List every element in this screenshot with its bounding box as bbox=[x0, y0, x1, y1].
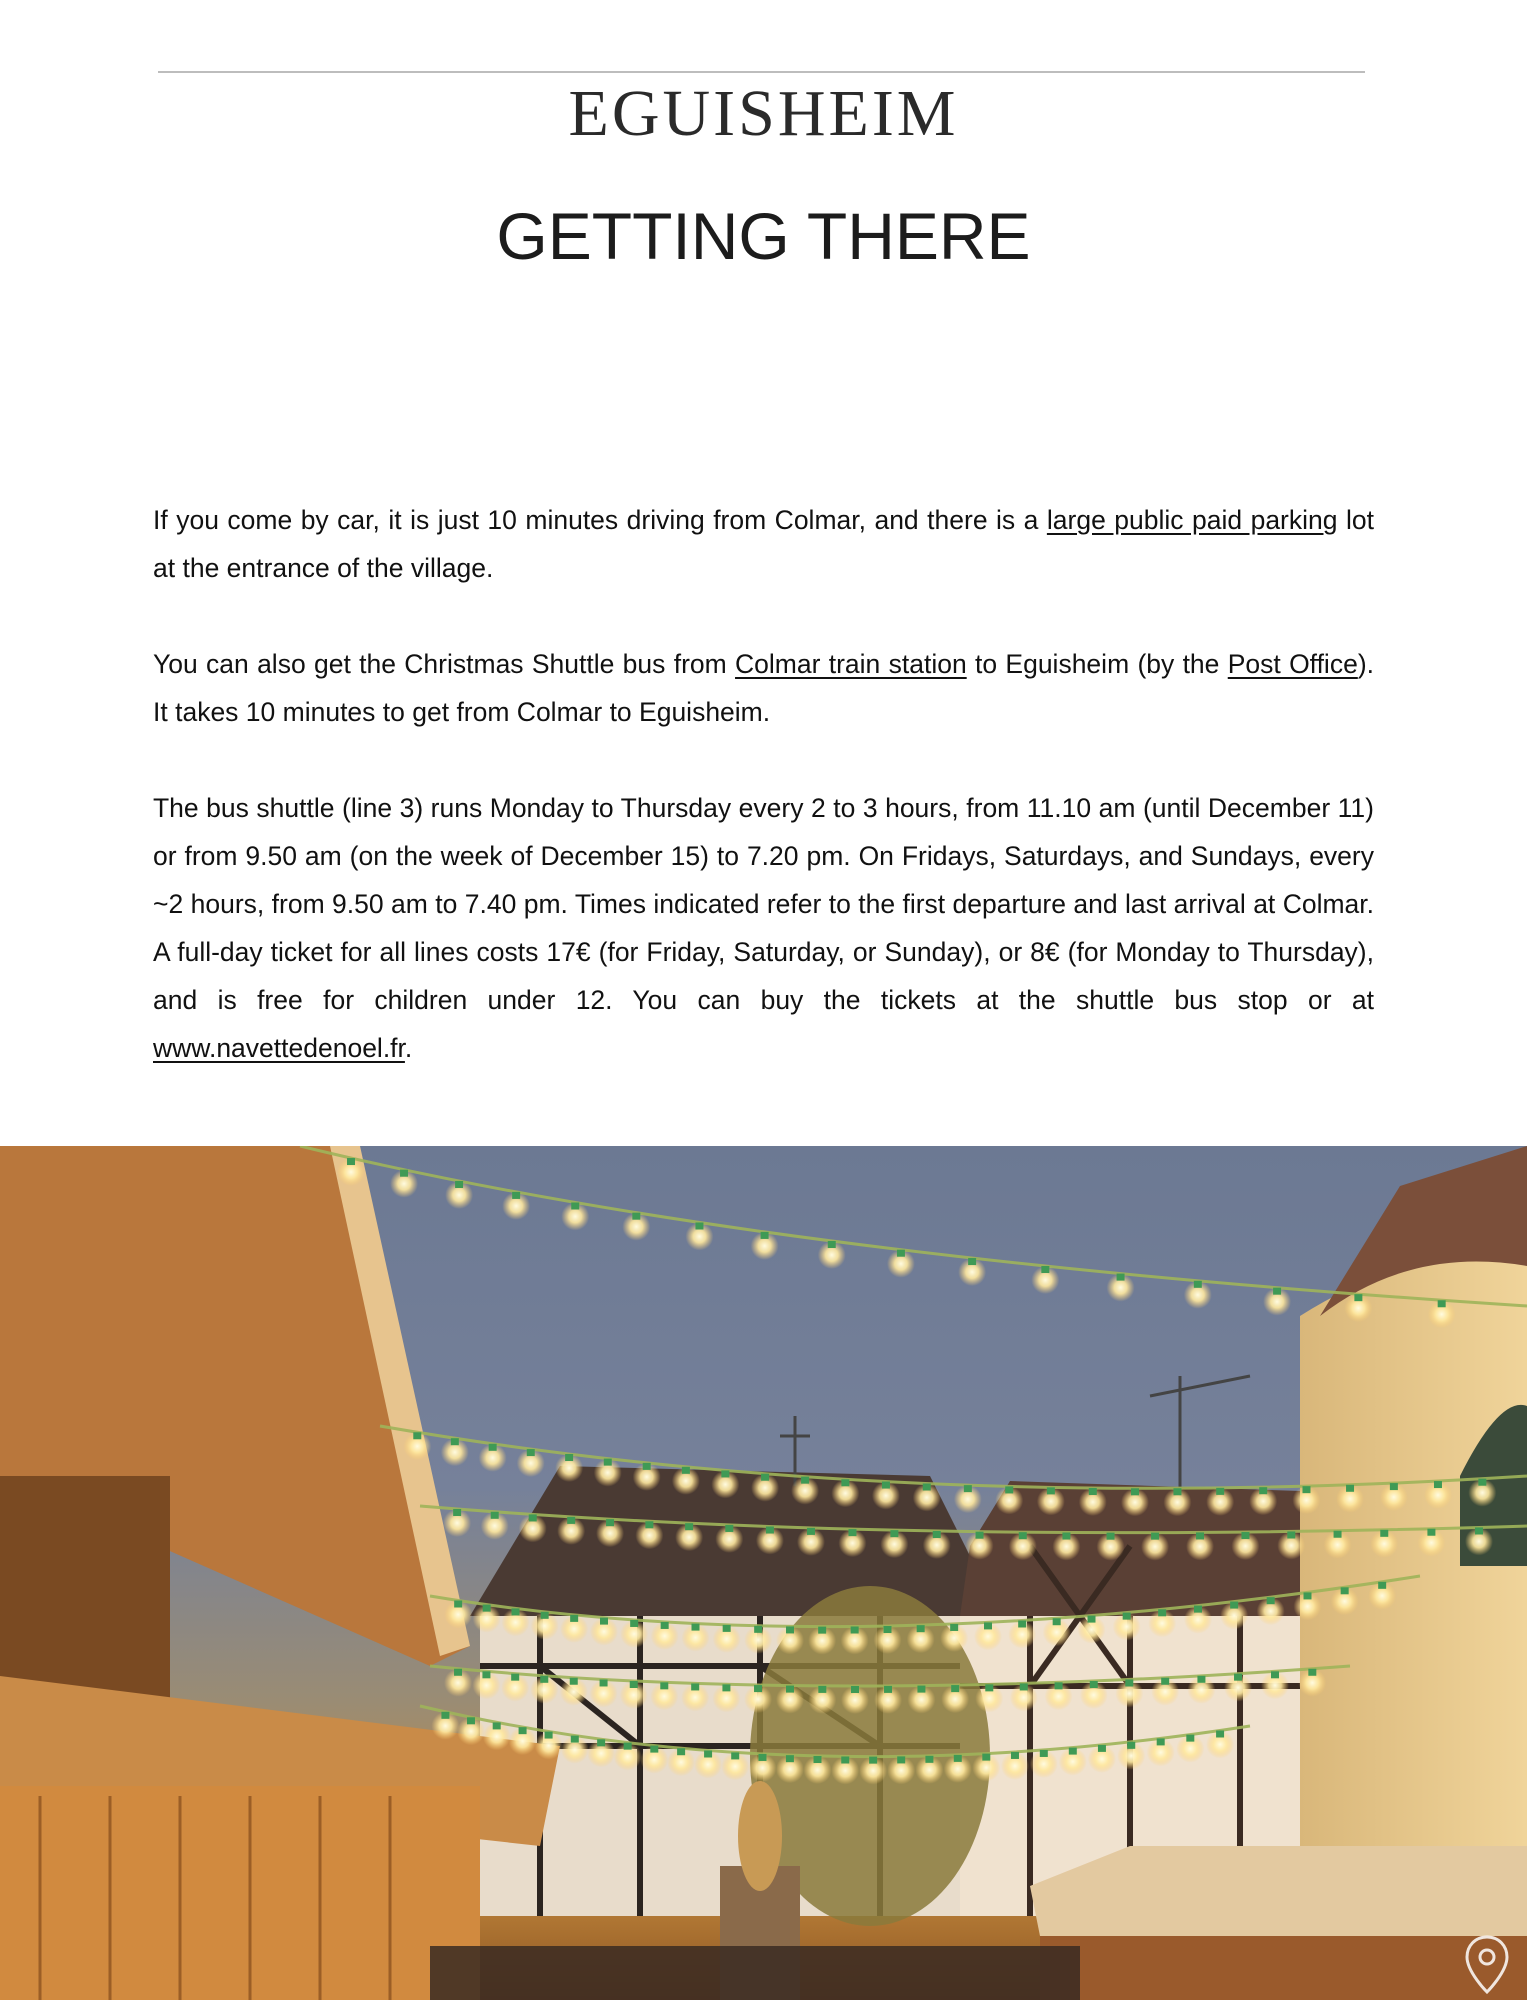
light-bulb-socket bbox=[828, 1241, 836, 1248]
light-bulb-socket bbox=[814, 1756, 822, 1763]
stall-body-lower bbox=[0, 1786, 480, 2000]
light-bulb-socket bbox=[1053, 1618, 1061, 1625]
light-bulb-socket bbox=[976, 1532, 984, 1539]
light-bulb-socket bbox=[968, 1258, 976, 1265]
light-bulb-socket bbox=[511, 1674, 519, 1681]
light-bulb-socket bbox=[695, 1222, 703, 1229]
light-bulb-socket bbox=[818, 1686, 826, 1693]
paragraph-shuttle bbox=[153, 640, 1374, 736]
light-bulb-socket bbox=[643, 1463, 651, 1470]
light-bulb-socket bbox=[786, 1686, 794, 1693]
paragraph-schedule-text-b: . bbox=[404, 1033, 413, 1063]
light-bulb-socket bbox=[882, 1482, 890, 1489]
light-bulb-socket bbox=[519, 1727, 527, 1734]
light-bulb-socket bbox=[841, 1479, 849, 1486]
light-bulb-socket bbox=[841, 1756, 849, 1763]
light-bulb-socket bbox=[512, 1192, 520, 1199]
light-bulb-socket bbox=[1089, 1488, 1097, 1495]
light-bulb-socket bbox=[512, 1608, 520, 1615]
light-bulb-socket bbox=[818, 1627, 826, 1634]
light-bulb-socket bbox=[1341, 1587, 1349, 1594]
light-bulb-socket bbox=[950, 1624, 958, 1631]
light-bulb-socket bbox=[451, 1438, 459, 1445]
page-title: GETTING THERE bbox=[496, 199, 1031, 273]
photo-illustration bbox=[0, 1146, 1527, 2000]
light-bulb-socket bbox=[541, 1612, 549, 1619]
light-bulb-socket bbox=[890, 1530, 898, 1537]
light-bulb-socket bbox=[1055, 1682, 1063, 1689]
light-bulb-socket bbox=[1020, 1683, 1028, 1690]
stall-body-right bbox=[1040, 1936, 1527, 2000]
light-bulb-socket bbox=[1151, 1533, 1159, 1540]
light-bulb-socket bbox=[600, 1679, 608, 1686]
paragraph-car bbox=[153, 496, 1374, 592]
light-bulb-socket bbox=[1390, 1483, 1398, 1490]
light-bulb-socket bbox=[682, 1467, 690, 1474]
light-bulb-socket bbox=[1117, 1274, 1125, 1281]
light-bulb-socket bbox=[897, 1756, 905, 1763]
light-bulb-socket bbox=[923, 1484, 931, 1491]
light-bulb-socket bbox=[1107, 1533, 1115, 1540]
light-bulb-socket bbox=[1098, 1745, 1106, 1752]
light-bulb-socket bbox=[801, 1477, 809, 1484]
paragraph-shuttle-text-b: to Eguisheim (by the bbox=[966, 649, 1228, 679]
light-bulb-socket bbox=[1478, 1479, 1486, 1486]
light-bulb-socket bbox=[685, 1523, 693, 1530]
light-bulb-socket bbox=[758, 1754, 766, 1761]
light-bulb-socket bbox=[1287, 1531, 1295, 1538]
light-bulb-socket bbox=[570, 1615, 578, 1622]
light-bulb-socket bbox=[630, 1620, 638, 1627]
light-bulb-socket bbox=[897, 1250, 905, 1257]
light-bulb-socket bbox=[984, 1622, 992, 1629]
light-bulb-socket bbox=[529, 1514, 537, 1521]
light-bulb-socket bbox=[1438, 1300, 1446, 1307]
light-bulb-socket bbox=[848, 1529, 856, 1536]
light-bulb-socket bbox=[571, 1736, 579, 1743]
light-bulb-socket bbox=[454, 1669, 462, 1676]
light-bulb-socket bbox=[754, 1685, 762, 1692]
light-bulb-socket bbox=[786, 1626, 794, 1633]
article-body bbox=[153, 496, 1374, 1120]
light-bulb-socket bbox=[723, 1625, 731, 1632]
light-bulb-socket bbox=[1011, 1752, 1019, 1759]
light-bulb-socket bbox=[565, 1454, 573, 1461]
light-bulb-socket bbox=[489, 1444, 497, 1451]
light-bulb-socket bbox=[807, 1528, 815, 1535]
light-bulb-socket bbox=[441, 1712, 449, 1719]
light-bulb-socket bbox=[571, 1202, 579, 1209]
light-bulb-socket bbox=[1062, 1533, 1070, 1540]
light-bulb-socket bbox=[917, 1625, 925, 1632]
paragraph-car-text-b: lot at the entrance of the village. bbox=[153, 505, 1374, 583]
light-bulb-socket bbox=[632, 1213, 640, 1220]
light-bulb-socket bbox=[1005, 1486, 1013, 1493]
light-bulb-socket bbox=[951, 1685, 959, 1692]
light-bulb-socket bbox=[725, 1525, 733, 1532]
light-bulb-socket bbox=[766, 1527, 774, 1534]
light-bulb-socket bbox=[1271, 1671, 1279, 1678]
paragraph-schedule bbox=[153, 784, 1374, 1072]
paragraph-shuttle-text-c: ). It takes 10 minutes to get from Colmar to Eguisheim. bbox=[153, 649, 1374, 727]
light-bulb-socket bbox=[964, 1485, 972, 1492]
light-bulb-socket bbox=[1047, 1487, 1055, 1494]
paragraph-schedule-text-a: The bus shuttle (line 3) runs Monday to Thursday every 2 to 3 hours, from 11.10 am (until December 11) or from 9.50 am (on the week of December 15) to 7.20 pm. On Fridays, Saturdays, and Sundays, every ~2 hours, from 9.50 am to 7.40 pm. Times indicated refer to the first departure and last arrival at Colmar. A full-day ticket for all lines costs 17€ (for Friday, Saturday, or Sunday), or 8€ (for Monday to Thursday), and is free for children under 12. You can buy the tickets at the shuttle bus stop or at bbox=[153, 793, 1374, 1015]
light-bulb-socket bbox=[869, 1757, 877, 1764]
post-office-link[interactable]: Post Office bbox=[1227, 649, 1358, 679]
light-bulb-socket bbox=[567, 1517, 575, 1524]
light-bulb-socket bbox=[982, 1754, 990, 1761]
light-bulb-socket bbox=[761, 1232, 769, 1239]
light-bulb-socket bbox=[884, 1686, 892, 1693]
light-bulb-socket bbox=[1090, 1681, 1098, 1688]
light-bulb-socket bbox=[1125, 1679, 1133, 1686]
light-bulb-socket bbox=[453, 1509, 461, 1516]
light-bulb-socket bbox=[540, 1676, 548, 1683]
light-bulb-socket bbox=[786, 1755, 794, 1762]
light-bulb-socket bbox=[1194, 1606, 1202, 1613]
light-bulb-socket bbox=[985, 1684, 993, 1691]
light-bulb-socket bbox=[606, 1519, 614, 1526]
light-bulb-socket bbox=[925, 1756, 933, 1763]
light-bulb-socket bbox=[754, 1626, 762, 1633]
light-bulb-socket bbox=[661, 1622, 669, 1629]
light-bulb-socket bbox=[1380, 1530, 1388, 1537]
light-bulb-socket bbox=[677, 1748, 685, 1755]
light-bulb-socket bbox=[467, 1717, 475, 1724]
light-bulb-socket bbox=[1354, 1294, 1362, 1301]
light-bulb-socket bbox=[722, 1684, 730, 1691]
light-bulb-socket bbox=[954, 1755, 962, 1762]
light-bulb-socket bbox=[624, 1743, 632, 1750]
light-bulb-socket bbox=[731, 1752, 739, 1759]
light-bulb-socket bbox=[1230, 1602, 1238, 1609]
light-bulb-socket bbox=[650, 1746, 658, 1753]
light-bulb-socket bbox=[482, 1671, 490, 1678]
light-bulb-socket bbox=[1197, 1676, 1205, 1683]
light-bulb-socket bbox=[491, 1512, 499, 1519]
light-bulb-socket bbox=[1161, 1678, 1169, 1685]
map-pin-icon[interactable] bbox=[1463, 1934, 1511, 1996]
light-bulb-socket bbox=[1157, 1738, 1165, 1745]
light-bulb-socket bbox=[691, 1683, 699, 1690]
light-bulb-socket bbox=[455, 1181, 463, 1188]
stall-roof-right bbox=[1030, 1846, 1527, 1936]
light-bulb-socket bbox=[1041, 1266, 1049, 1273]
site-title: EGUISHEIM bbox=[568, 77, 959, 150]
light-bulb-socket bbox=[1040, 1750, 1048, 1757]
light-bulb-socket bbox=[1241, 1532, 1249, 1539]
light-bulb-socket bbox=[1196, 1532, 1204, 1539]
light-bulb-socket bbox=[660, 1682, 668, 1689]
light-bulb-socket bbox=[1234, 1674, 1242, 1681]
paragraph-car-text-a: If you come by car, it is just 10 minutes driving from Colmar, and there is a bbox=[153, 505, 1047, 535]
light-bulb-socket bbox=[1267, 1597, 1275, 1604]
light-bulb-socket bbox=[347, 1158, 355, 1165]
light-bulb-socket bbox=[1427, 1529, 1435, 1536]
light-bulb-socket bbox=[483, 1605, 491, 1612]
light-bulb-socket bbox=[884, 1626, 892, 1633]
light-bulb-socket bbox=[1019, 1532, 1027, 1539]
light-bulb-socket bbox=[600, 1618, 608, 1625]
light-bulb-socket bbox=[1216, 1730, 1224, 1737]
light-bulb-socket bbox=[1273, 1288, 1281, 1295]
light-bulb-socket bbox=[1434, 1481, 1442, 1488]
parking-link[interactable]: large public paid parking bbox=[1046, 505, 1338, 535]
paragraph-shuttle-text-a: You can also get the Christmas Shuttle bus from bbox=[153, 649, 736, 679]
light-bulb-socket bbox=[545, 1732, 553, 1739]
website-link[interactable]: www.navettedenoel.fr bbox=[153, 1033, 405, 1063]
light-bulb-socket bbox=[1346, 1485, 1354, 1492]
light-bulb-socket bbox=[630, 1681, 638, 1688]
light-bulb-socket bbox=[851, 1686, 859, 1693]
light-bulb-socket bbox=[1302, 1486, 1310, 1493]
christmas-market-photo bbox=[0, 1146, 1527, 2000]
light-bulb-socket bbox=[1216, 1488, 1224, 1495]
light-bulb-socket bbox=[851, 1626, 859, 1633]
light-bulb-socket bbox=[761, 1474, 769, 1481]
light-bulb-socket bbox=[1088, 1616, 1096, 1623]
light-bulb-socket bbox=[1475, 1527, 1483, 1534]
light-bulb-socket bbox=[1194, 1281, 1202, 1288]
light-bulb-socket bbox=[645, 1521, 653, 1528]
light-bulb-socket bbox=[1186, 1735, 1194, 1742]
light-bulb-socket bbox=[917, 1686, 925, 1693]
light-bulb-socket bbox=[1158, 1609, 1166, 1616]
light-bulb-socket bbox=[400, 1170, 408, 1177]
light-bulb-socket bbox=[527, 1449, 535, 1456]
light-bulb-socket bbox=[1259, 1487, 1267, 1494]
light-bulb-socket bbox=[1334, 1531, 1342, 1538]
light-bulb-socket bbox=[454, 1600, 462, 1607]
light-bulb-socket bbox=[1378, 1582, 1386, 1589]
light-bulb-socket bbox=[1131, 1488, 1139, 1495]
crowd bbox=[430, 1946, 1080, 2000]
light-bulb-socket bbox=[493, 1722, 501, 1729]
light-bulb-socket bbox=[692, 1624, 700, 1631]
light-bulb-socket bbox=[1069, 1748, 1077, 1755]
light-bulb-socket bbox=[1127, 1742, 1135, 1749]
train-station-link[interactable]: Colmar train station bbox=[735, 649, 967, 679]
light-bulb-socket bbox=[1018, 1620, 1026, 1627]
light-bulb-socket bbox=[570, 1678, 578, 1685]
light-bulb-socket bbox=[721, 1470, 729, 1477]
light-bulb-socket bbox=[1304, 1592, 1312, 1599]
fountain-statue bbox=[738, 1781, 782, 1891]
light-bulb-socket bbox=[704, 1750, 712, 1757]
light-bulb-socket bbox=[1123, 1613, 1131, 1620]
light-bulb-socket bbox=[933, 1531, 941, 1538]
light-bulb-socket bbox=[597, 1739, 605, 1746]
light-bulb-socket bbox=[604, 1459, 612, 1466]
light-bulb-socket bbox=[1308, 1669, 1316, 1676]
light-bulb-socket bbox=[413, 1432, 421, 1439]
header-divider bbox=[158, 71, 1365, 73]
light-bulb-socket bbox=[1173, 1488, 1181, 1495]
